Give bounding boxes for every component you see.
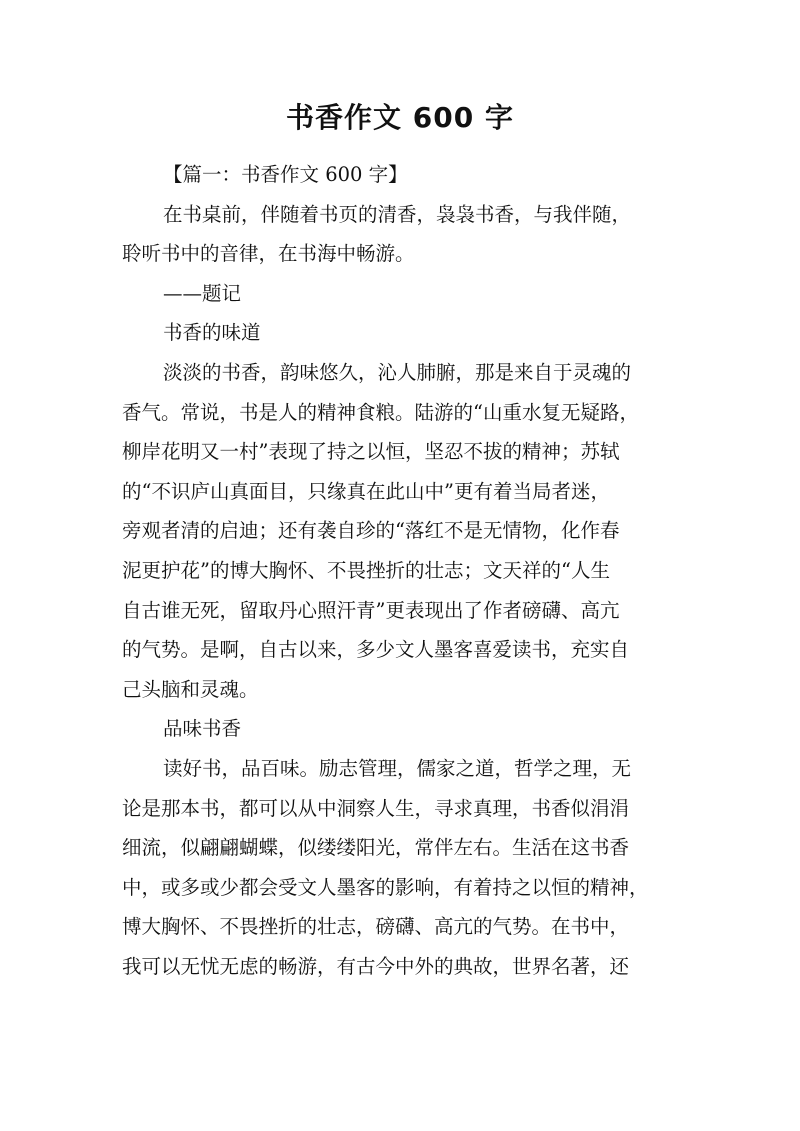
document-title: 书香作文 600 字 <box>286 101 514 134</box>
paragraph-line: 聆听书中的音律，在书海中畅游。 <box>122 242 415 266</box>
paragraph-line: 读好书，品百味。励志管理，儒家之道，哲学之理，无 <box>163 756 632 780</box>
paragraph-line: 论是那本书，都可以从中洞察人生，寻求真理，书香似涓涓 <box>122 796 630 820</box>
subheading: 品味书香 <box>163 717 242 741</box>
subheading: 书香的味道 <box>163 321 261 345</box>
epigraph-attribution: ——题记 <box>163 281 242 305</box>
paragraph-line: 我可以无忧无虑的畅游，有古今中外的典故，世界名著，还 <box>122 954 630 978</box>
paragraph-line: 博大胸怀、不畏挫折的壮志，磅礴、高亢的气势。在书中， <box>122 915 630 939</box>
paragraph-line: 在书桌前，伴随着书页的清香，袅袅书香，与我伴随， <box>163 202 632 226</box>
paragraph-line: 泥更护花”的博大胸怀、不畏挫折的壮志；文天祥的“人生 <box>122 558 610 582</box>
paragraph-line: 旁观者清的启迪；还有袭自珍的“落红不是无情物，化作春 <box>122 519 620 543</box>
section-heading: 【篇一：书香作文 600 字】 <box>163 163 408 186</box>
paragraph-line: 细流，似翩翩蝴蝶，似缕缕阳光，常伴左右。生活在这书香 <box>122 836 630 860</box>
paragraph-line: 香气。常说，书是人的精神食粮。陆游的“山重水复无疑路， <box>122 400 639 424</box>
paragraph-line: 自古谁无死，留取丹心照汗青”更表现出了作者磅礴、高亢 <box>122 598 620 622</box>
document-body <box>122 155 682 986</box>
paragraph-line: 己头脑和灵魂。 <box>122 677 259 701</box>
paragraph-line: 的“不识庐山真面目，只缘真在此山中”更有着当局者迷， <box>122 479 610 503</box>
paragraph-line: 的气势。是啊，自古以来，多少文人墨客喜爱读书，充实自 <box>122 638 630 662</box>
paragraph-line: 淡淡的书香，韵味悠久，沁人肺腑，那是来自于灵魂的 <box>163 360 632 384</box>
paragraph-line: 柳岸花明又一村”表现了持之以恒，坚忍不拔的精神；苏轼 <box>122 440 620 464</box>
paragraph-line: 中，或多或少都会受文人墨客的影响，有着持之以恒的精神， <box>122 875 649 899</box>
